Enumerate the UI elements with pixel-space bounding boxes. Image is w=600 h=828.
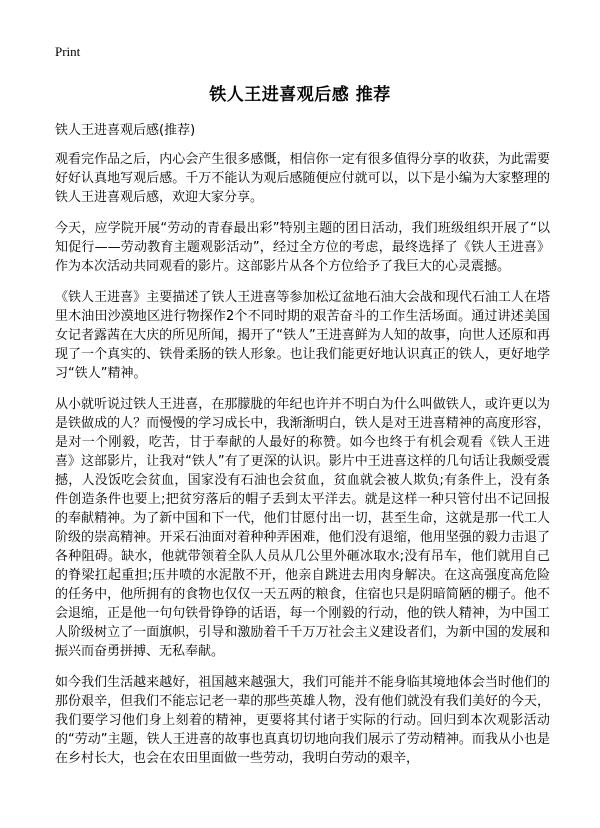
paragraph: 观看完作品之后，内心会产生很多感慨，相信你一定有很多值得分享的收获，为此需要好好认真地写观后感。千万不能认为观后感随便应付就可以，以下是小编为大家整理的铁人王进喜观后感，欢迎大家分享。 [55,152,550,205]
print-link[interactable]: Print [55,44,81,59]
paragraph: 如今我们生活越来越好，祖国越来越强大，我们可能并不能身临其境地体会当时他们的那份艰辛，但我们不能忘记老一辈的那些英雄人物，没有他们就没有我们美好的今天，我们要学习他们身上刻着的精神，更要将其付诸于实际的行动。回归到本次观影活动的“劳动”主题，铁人王进喜的故事也真真切切地向我们展示了劳动精神。而我从小也是在乡村长大，也会在农田里面做一些劳动，我明白劳动的艰辛， [55,675,550,766]
paragraph: 从小就听说过铁人王进喜，在那朦胧的年纪也许并不明白为什么叫做铁人，或许更以为是铁做成的人？而慢慢的学习成长中，我渐渐明白，铁人是对王进喜精神的高度形容，是对一个刚毅，吃苦，甘于奉献的人最好的称赞。如今也终于有机会观看《铁人王进喜》这部影片，让我对“铁人”有了更深的认识。影片中王进喜这样的几句话让我颇受震撼，人没饭吃会贫血，国家没有石油也会贫血，贫血就会被人欺负;有条件上，没有条件创造条件也要上;把贫穷落后的帽子丢到太平洋去。就是这样一种只管付出不记回报的奉献精神。为了新中国和下一代，他们甘愿付出一切，甚至生命，这就是那一代工人阶级的崇高精神。开采石油面对着种种弄困难，他们没有退缩，他用坚强的毅力击退了各种阻碍。缺水，他就带领着全队人员从几公里外砸冰取水;没有吊车，他们就用自己的脊梁扛起重担;压井喷的水泥散不开，他亲自跳进去用肉身解决。在这高强度高危险的任务中，他所拥有的食物也仅仅一天五两的粮食，住宿也只是阴暗简陋的棚子。他不会退缩，正是他一句句铁骨铮铮的话语，每一个刚毅的行动，他的铁人精神，为中国工人阶级树立了一面旗帜，引导和激励着千千万万社会主义建设者们，为新中国的发展和振兴而奋勇拼搏、无私奉献。 [55,397,550,659]
article-body [55,150,550,780]
document-title: 铁人王进喜观后感 推荐 [209,85,391,105]
paragraph: 《铁人王进喜》主要描述了铁人王进喜等参加松辽盆地石油大会战和现代石油工人在塔里木油田沙漠地区进行物探作2个不同时期的艰苦奋斗的工作生活场面。通过讲述美国女记者露茜在大庆的所见所闻，揭开了“铁人”王进喜鲜为人知的故事，向世人还原和再现了一个真实的、铁骨柔肠的铁人形象。也让我们能更好地认识真正的铁人，更好地学习“铁人”精神。 [55,290,550,381]
paragraph: 今天，应学院开展“劳动的青春最出彩”特别主题的团日活动，我们班级组织开展了“以知促行——劳动教育主题观影活动”，经过全方位的考虑，最终选择了《铁人王进喜》作为本次活动共同观看的影片。这部影片从各个方位给予了我巨大的心灵震撼。 [55,221,550,274]
document-subtitle: 铁人王进喜观后感(推荐) [55,123,196,138]
